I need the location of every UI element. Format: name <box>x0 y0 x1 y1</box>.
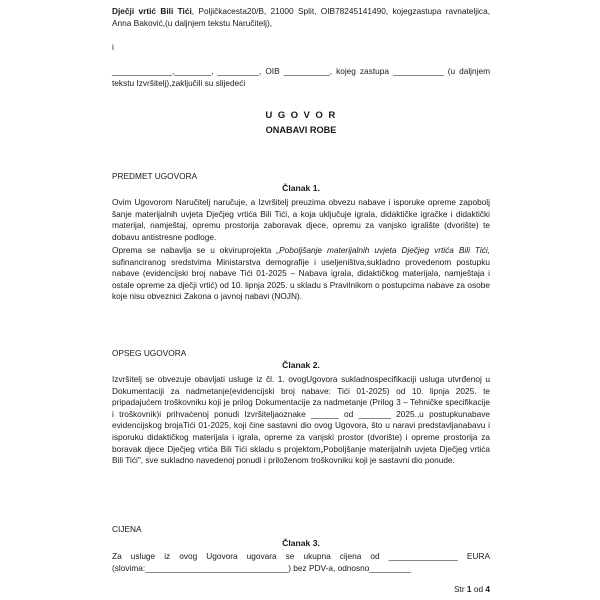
article-1-paragraph-2: Oprema se nabavlja se u okviruprojekta „Poboljšanje materijalnih uvjeta Dječjeg vrtića Bili Tići, sufinanciranog sredstvima Ministarstva demografije i useljeništva,sukladno provedenom postupku nabave (evidencijski broj nabave Tići 01-2025 – Nabava igrala, didaktičkog materijala, namještaja i ostale opreme za dječji vrtić) od 10. lipnja 2025. u skladu s Pravilnikom o postupcima nabave za osobe koje nisu obveznici Zakona o javnoj nabavi (NOJN). <box>112 245 490 302</box>
intro-and: i <box>112 42 114 52</box>
page-number: Str 1 od 4 <box>453 584 490 594</box>
contract-title: U G O V O R <box>265 110 337 121</box>
article-1-paragraph-1: Ovim Ugovorom Naručitelj naručuje, a Izvršitelj preuzima obvezu nabave i isporuke opreme zapobolj šanje materijalnih uvjeta Dječjeg vrtića Bili Tići, a koja uključuje igrala, didaktičke igračke i didaktički materijal, namještaj, opremu prostorija zaboravak djece, opremu za vanjsko igralište (dvorište) te dobavu antistresne podloge. <box>112 197 490 242</box>
section-heading-subject: PREDMET UGOVORA <box>112 171 198 181</box>
article-3-heading: Članak 3. <box>282 538 320 548</box>
section-heading-scope: OPSEG UGOVORA <box>112 348 187 358</box>
intro-contracting-authority: Dječji vrtić Bili Tići, Poljičkacesta20/B, 21000 Split, OIB78245141490, kojegzastupa ravnateljica, Anna Baković,(u daljnjem tekstu Naručitelj), <box>112 6 490 28</box>
contract-subtitle: ONABAVI ROBE <box>265 125 337 135</box>
article-1-heading: Članak 1. <box>282 183 320 193</box>
article-2-paragraph-1: Izvršitelj se obvezuje obavljati usluge iz čl. 1. ovogUgovora sukladnospecifikaciji usluga utvrđenoj u Dokumentaciji za nadmetanje(evidencijski broj nabave: Tići 01-2025) od 10. lipnja 2025. te pripadajućem troškovniku koji je prilog Dokumentacije za nadmetanje (Prilog 3 – Tehničke specifikacije i troškovnik)i prihvaćenoj ponudi Izvršiteljaoznake ______ od _______ 2025.,u postupkunabave evidencijskog brojaTići 01-2025, koji čine sastavni dio ovog Ugovora, što u naravi predstavljanabavu i isporuku didaktičkog materijala i igrala, opreme za vanjski prostor (dvorište) i opreme prostorija za boravak djece Dječjeg vrtića Bili Tići skladu s projektom„Poboljšanje materijalnih uvjeta Dječjeg vrtića Bili Tići", sve sukladno navedenoj ponudi i priloženom troškovniku koji je sastavni dio ponude. <box>112 374 490 466</box>
section-heading-price: CIJENA <box>112 524 142 534</box>
article-2-heading: Članak 2. <box>282 360 320 370</box>
article-3-paragraph-1: Za usluge iz ovog Ugovora ugovara se ukupna cijena od _______________ EURA (slovima:_______________________________) bez PDV-a, odnosno_________ <box>112 551 490 573</box>
intro-contractor: _____________,________, _________, OIB __________, kojeg zastupa ___________ (u daljnjem tekstu Izvršitelj),zaključili su slijedeći <box>112 66 490 88</box>
